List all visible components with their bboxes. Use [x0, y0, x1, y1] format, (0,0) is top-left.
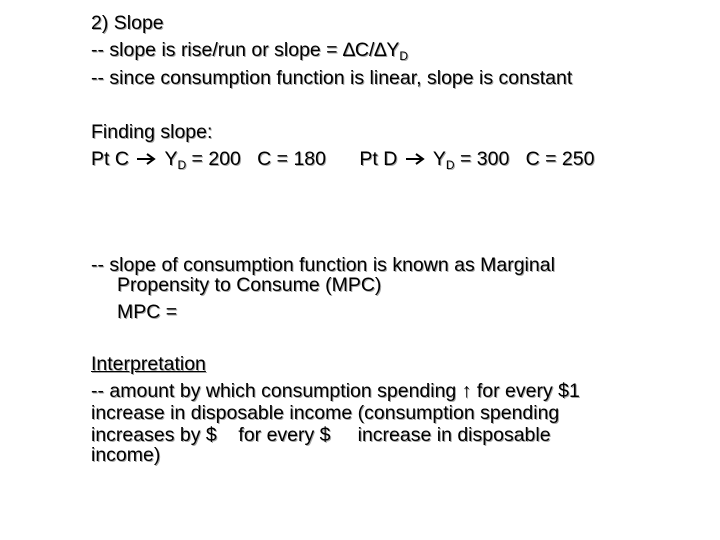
point-d-label: Pt D: [359, 148, 398, 170]
finding-slope-label: Finding slope:: [91, 121, 213, 143]
slide-heading: 2) Slope: [91, 12, 164, 34]
mpc-line-2: Propensity to Consume (MPC): [117, 274, 382, 296]
right-arrow-icon: [136, 152, 158, 166]
point-d-c-value: C = 250: [525, 148, 595, 170]
interpretation-line-3: increases by $ for every $ increase in disposable: [91, 424, 551, 446]
slope-formula-subscript: D: [399, 49, 409, 63]
slope-definition-line: [91, 39, 408, 61]
point-d-y-symbol: Y: [432, 148, 446, 170]
point-c-label: Pt C: [91, 148, 129, 170]
slope-definition-text: -- slope is rise/run or slope =: [91, 39, 343, 61]
mpc-line-1: -- slope of consumption function is known as Marginal: [91, 254, 555, 276]
interpretation-title: Interpretation: [91, 353, 206, 375]
point-c-y-subscript: D: [177, 158, 187, 172]
slope-formula: ∆C/∆Y: [342, 39, 400, 61]
point-c-c-value: C = 180: [257, 148, 326, 170]
right-arrow-icon: [405, 152, 427, 166]
mpc-line-3: MPC =: [117, 301, 178, 323]
interpretation-line-4: income): [91, 444, 161, 466]
point-d-y-subscript: D: [445, 158, 455, 172]
point-d-y-value: = 300: [454, 148, 510, 170]
interpretation-line-2: increase in disposable income (consumption spending: [91, 402, 560, 424]
interpretation-line-1: -- amount by which consumption spending ↑ for every $1: [91, 380, 580, 402]
linear-slope-line: -- since consumption function is linear, slope is constant: [91, 67, 573, 89]
point-c-y-value: = 200: [186, 148, 241, 170]
points-line: [91, 148, 594, 170]
point-c-y-symbol: Y: [164, 148, 178, 170]
